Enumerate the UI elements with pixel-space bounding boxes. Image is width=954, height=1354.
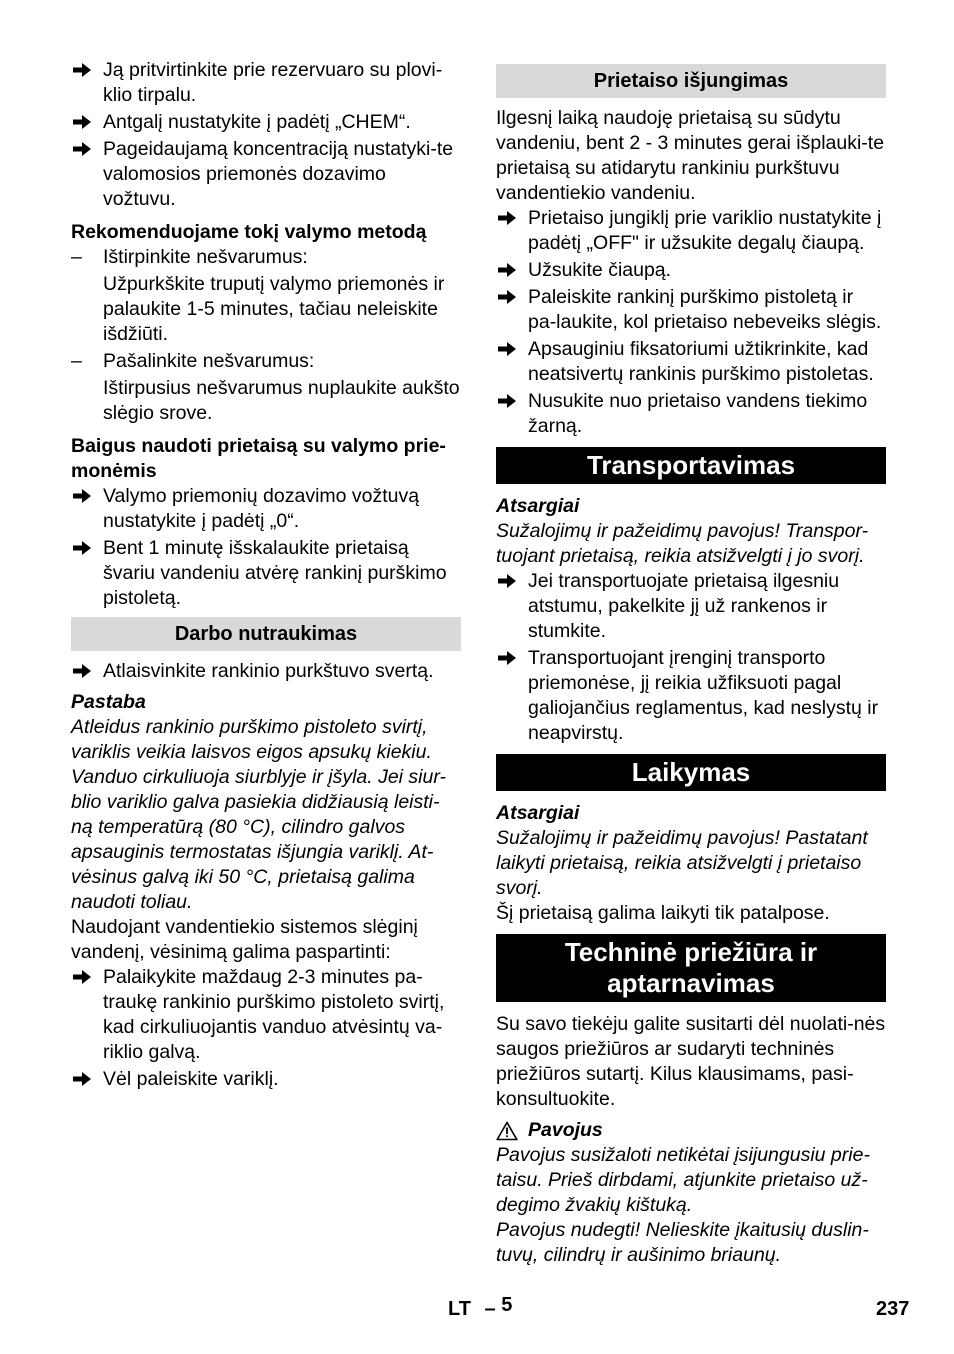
arrow-right-icon [496, 647, 518, 669]
arrow-right-icon [71, 138, 93, 160]
danger-heading [496, 1118, 886, 1143]
paragraph: Šį prietaisą galima laikyti tik patalpose. [496, 902, 830, 924]
caution-text: Sužalojimų ir pažeidimų pavojus! Transpor-tuojant prietaisą, reikia atsižvelgti į jo svorį. [496, 520, 869, 567]
subheading-recommend: Rekomenduojame tokį valymo metodą [71, 221, 427, 243]
paragraph: Ilgesnį laiką naudoję prietaisą su sūdytu vandeniu, bent 2 - 3 minutes gerai išplauki-te prietaisą su atidarytu rankiniu purkštuvu vandentiekio vandeniu. [496, 107, 885, 204]
danger-text: Pavojus susižaloti netikėtai įsijungusiu prie-taisu. Prieš dirbdami, atjunkite prietaiso už-degimo žvakių kištuką. [496, 1144, 870, 1216]
paragraph: Su savo tiekėju galite susitarti dėl nuolati-nės saugos priežiūros ar sudaryti techninės priežiūros sutartį. Kilus klausimams, pasi-konsultuokite. [496, 1013, 886, 1110]
arrow-right-icon [496, 259, 518, 281]
arrow-right-icon [496, 390, 518, 412]
note-text: Atleidus rankinio purškimo pistoleto svirtį, variklis veikia laisvos eigos apsukų kiekiu. Vanduo cirkuliuoja siurblyje ir įšyla. Jei siur-blio variklio galva pasiekia didžiausią leisti-ną temperatūrą (80 °C), cilindro galvos apsauginis termostatas išjungia variklį. At-vėsinus galvą iki 50 °C, prietaisą galima naudoti toliau. [71, 716, 446, 913]
arrow-right-icon [71, 485, 93, 507]
section-heading-storage: Laikymas [496, 754, 886, 791]
list-item: Transportuojant įrenginį transporto priemonėse, jį reikia užfiksuoti pagal galiojančius reglamentus, kad neslystų ir neapvirstų. [496, 646, 886, 746]
warning-triangle-icon [496, 1121, 518, 1141]
footer-section-page: 5 [501, 1294, 513, 1316]
list-item: Užsukite čiaupą. [496, 258, 886, 283]
list-item: Antgalį nustatykite į padėtį „CHEM“. [71, 110, 461, 135]
list-item: Pageidaujamą koncentraciją nustatyki-te valomosios priemonės dozavimo vožtuvu. [71, 137, 461, 212]
step-text: Ištirpusius nešvarumus nuplaukite aukšto slėgio srove. [103, 377, 460, 424]
footer-separator: – [484, 1298, 496, 1320]
list-item: – Pašalinkite nešvarumus: [71, 350, 315, 372]
list-item: Paleiskite rankinį purškimo pistoletą ir pa-laukite, kol prietaiso nebeveiks slėgis. [496, 285, 886, 335]
section-heading-transport: Transportavimas [496, 447, 886, 484]
arrow-right-icon [71, 111, 93, 133]
list-item: Atlaisvinkite rankinio purkštuvo svertą. [71, 659, 461, 684]
list-item: Vėl paleiskite variklį. [71, 1067, 461, 1092]
footer-language: LT [448, 1298, 471, 1320]
arrow-right-icon [71, 1068, 93, 1090]
arrow-right-icon [496, 207, 518, 229]
footer-section [448, 1294, 513, 1322]
arrow-right-icon [71, 59, 93, 81]
section-heading-maintenance: Techninė priežiūra ir aptarnavimas [496, 934, 886, 1002]
list-item: Prietaiso jungiklį prie variklio nustatykite į padėtį „OFF" ir užsukite degalų čiaupą. [496, 206, 886, 256]
right-column [496, 64, 886, 1268]
caution-text: Sužalojimų ir pažeidimų pavojus! Pastatant laikyti prietaisą, reikia atsižvelgti į prietaiso svorį. [496, 827, 868, 899]
list-item: Jei transportuojate prietaisą ilgesniu atstumu, pakelkite jį už rankenos ir stumkite. [496, 569, 886, 644]
arrow-right-icon [496, 338, 518, 360]
page-number: 237 [876, 1298, 910, 1320]
section-heading-shutdown: Prietaiso išjungimas [496, 64, 886, 98]
list-item: Palaikykite maždaug 2-3 minutes pa-traukę rankinio purškimo pistoleto svirtį, kad cirkuliuojantis vanduo atvėsintų va-riklio galvą. [71, 965, 461, 1065]
subheading-finish: Baigus naudoti prietaisą su valymo prie-monėmis [71, 435, 446, 482]
arrow-right-icon [496, 286, 518, 308]
danger-title: Pavojus [528, 1119, 603, 1141]
arrow-right-icon [71, 966, 93, 988]
arrow-right-icon [71, 660, 93, 682]
left-column [71, 58, 461, 1094]
list-item: Apsauginiu fiksatoriumi užtikrinkite, kad neatsivertų rankinis purškimo pistoletas. [496, 337, 886, 387]
arrow-right-icon [496, 570, 518, 592]
list-item: Valymo priemonių dozavimo vožtuvą nustatykite į padėtį „0“. [71, 484, 461, 534]
list-item: Nusukite nuo prietaiso vandens tiekimo žarną. [496, 389, 886, 439]
caution-title: Atsargiai [496, 495, 580, 517]
paragraph: Naudojant vandentiekio sistemos slėginį vandenį, vėsinimą galima paspartinti: [71, 916, 418, 963]
list-item: Ją pritvirtinkite prie rezervuaro su plovi-klio tirpalu. [71, 58, 461, 108]
danger-text: Pavojus nudegti! Nelieskite įkaitusių duslin-tuvų, cilindrų ir aušinimo briaunų. [496, 1219, 869, 1266]
section-heading-interrupt: Darbo nutraukimas [71, 617, 461, 651]
step-text: Užpurkškite truputį valymo priemonės ir palaukite 1-5 minutes, tačiau neleiskite išdžiūti. [103, 273, 445, 345]
arrow-right-icon [71, 537, 93, 559]
note-title: Pastaba [71, 691, 146, 713]
caution-title: Atsargiai [496, 802, 580, 824]
list-item: Bent 1 minutę išskalaukite prietaisą švariu vandeniu atvėrę rankinį purškimo pistoletą. [71, 536, 461, 611]
list-item: – Ištirpinkite nešvarumus: [71, 246, 308, 268]
